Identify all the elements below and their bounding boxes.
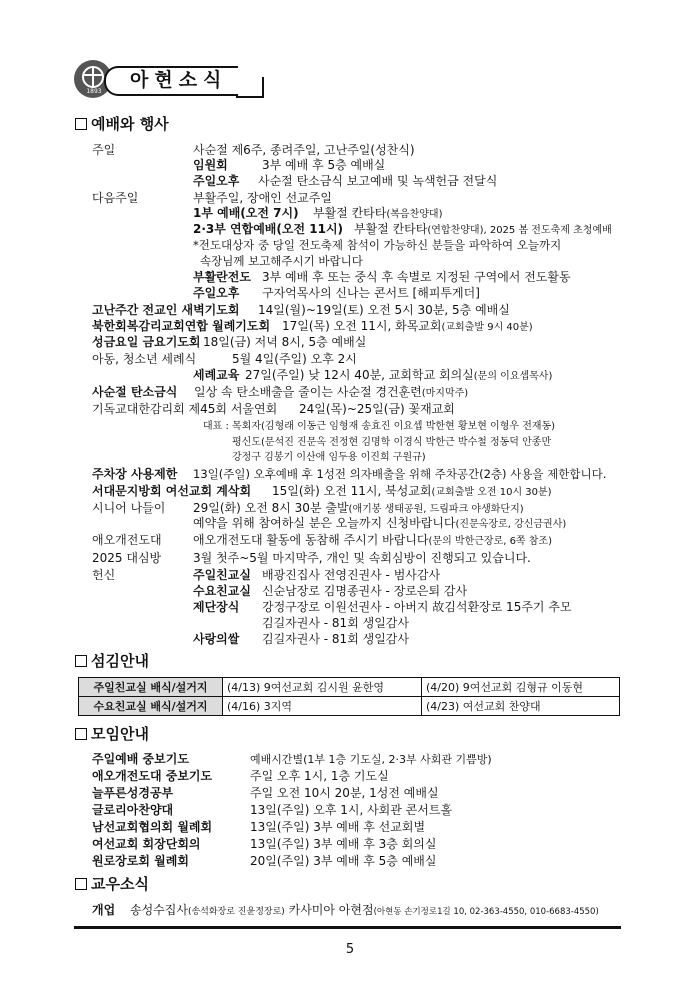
womens-text: [272, 484, 552, 500]
table-row: [79, 697, 620, 716]
event-label: 아동, 청소년 세례식: [92, 352, 197, 366]
members-text: [130, 903, 599, 920]
patriot-note: (문의 박한근장로, 6쪽 참조): [428, 536, 552, 547]
page-title: 아현소식: [130, 69, 228, 91]
checkbox-icon: [75, 878, 87, 890]
visit-label: 2025 대심방: [92, 551, 162, 565]
meeting-label: 글로리아찬양대: [92, 803, 174, 817]
event-text-main: 17일(목) 오전 11시, 화목교회: [282, 319, 442, 333]
event-note: (교회출발 9시 40분): [441, 322, 533, 333]
checkbox-icon: [75, 655, 87, 667]
sunday-main: 사순절 제6주, 종려주일, 고난주일(성찬식): [193, 143, 415, 157]
section-service-title: 섬김안내: [75, 652, 149, 670]
baptism-label: 세례교육: [193, 368, 240, 382]
womens-label: 서대문지방회 여선교회 계삭회: [92, 484, 252, 498]
senior-note: (진문옥장로, 강신금권사): [455, 519, 567, 530]
senior-main: 29일(화) 오전 8시 30분 출발: [193, 501, 349, 515]
next-sunday-row: [313, 206, 442, 222]
next-sunday-row-label: 주일오후: [193, 286, 240, 300]
offering-row-text: 김길자권사 - 81회 생일감사: [262, 616, 409, 630]
visit-text: 3월 첫주~5월 마지막주, 개인 및 속회심방이 진행되고 있습니다.: [193, 551, 531, 565]
offering-row-text: 김길자권사 - 81회 생일감사: [262, 632, 409, 646]
lent-fast-label: 사순절 탄소금식: [92, 385, 178, 399]
event-text: [282, 319, 533, 335]
meeting-text: 예배시간별(1부 1층 기도실, 2·3부 사회관 기쁨방): [250, 753, 492, 766]
next-sunday-main: 부활주일, 장애인 선교주일: [193, 191, 332, 205]
next-sunday-label: 다음주일: [92, 191, 139, 205]
table-cell: (4/20) 9여선교회 김형규 이동현: [422, 678, 620, 697]
next-sunday-row-label: 2·3부 연합예배(오전 11시): [193, 222, 344, 236]
sunday-row-text: 사순절 탄소금식 보고예배 및 녹색헌금 전달식: [258, 174, 498, 188]
meeting-label: 원로장로회 월례회: [92, 854, 189, 868]
logo-cross-v: [92, 66, 94, 88]
table-cell: (4/23) 여선교회 찬양대: [422, 697, 620, 716]
senior-note: (애기봉 생태공원, 드림파크 야생화단지): [348, 504, 524, 515]
baptism-text: [245, 368, 552, 384]
womens-note: (교회출발 오전 10시 30분): [431, 487, 552, 498]
event-text: 5월 4일(주일) 오후 2시: [232, 352, 357, 366]
event-label: 북한회복감리교회연합 월례기도회: [92, 319, 271, 333]
offering-row-label: 제단장식: [193, 600, 240, 614]
meeting-text: 13일(주일) 3부 예배 후 선교회별: [250, 820, 426, 834]
lent-fast-text: [194, 385, 468, 401]
next-sunday-row-label: 부활란전도: [193, 270, 251, 284]
senior-text: [193, 501, 524, 517]
baptism-main: 27일(주일) 낮 12시 40분, 교회학교 회의실: [245, 368, 474, 382]
patriot-main: 애오개전도대 활동에 동참해 주시기 바랍니다: [193, 533, 429, 547]
header-rule-v: [262, 77, 264, 97]
logo-cross-h: [84, 74, 102, 76]
member-name: 송성수집사: [130, 903, 188, 917]
baptism-note: (문의 이요셉목사): [473, 371, 553, 382]
table-cell: (4/13) 9여선교회 김시원 윤한영: [223, 678, 422, 697]
next-sunday-notice: 속장님께 보고해주시기 바랍니다: [200, 254, 363, 268]
offering-row-text: 신순남장로 김명종권사 - 장로은퇴 감사: [262, 584, 468, 598]
meeting-text: 13일(주일) 3부 예배 후 3층 회의실: [250, 837, 437, 851]
meeting-label: 애오개전도대 중보기도: [92, 769, 213, 783]
row-text: 부활절 칸타타: [354, 222, 428, 236]
page-number: 5: [345, 942, 355, 957]
meeting-label: 여선교회 회장단회의: [92, 837, 201, 851]
event-text: 14일(월)~19일(토) 오전 5시 30분, 5층 예배실: [258, 303, 510, 317]
event-label: 고난주간 전교인 새벽기도회: [92, 303, 240, 317]
womens-main: 15일(화) 오전 11시, 북성교회: [272, 484, 432, 498]
offering-row-text: 강정구장로 이원선권사 - 아버지 故김석환장로 15주기 추모: [262, 600, 572, 614]
lent-fast-main: 일상 속 탄소배출을 줄이는 사순절 경건훈련: [194, 385, 422, 399]
sunday-row-text: 3부 예배 후 5층 예배실: [262, 158, 386, 172]
conference-delegates: 대표 : 목회자(김형래 이동근 임형재 송효진 이요셉 박한현 황보현 이형우 전재동): [203, 421, 556, 432]
senior-label: 시니어 나들이: [92, 501, 166, 515]
sunday-row-label: 임원회: [193, 158, 228, 172]
table-cell-label: 주일친교실 배식/설거지: [79, 678, 223, 697]
offering-row-text: 배광진집사 전영진권사 - 범사감사: [262, 568, 441, 582]
conference-laity: 강정구 김봉기 이산애 임두용 이진희 구원규): [232, 452, 426, 463]
patriot-label: 애오개전도대: [92, 533, 162, 547]
meeting-text: 주일 오전 10시 20분, 1성전 예배실: [250, 786, 439, 800]
offering-row-label: 수요친교실: [193, 584, 251, 598]
row-note: (연합찬양대), 2025 봄 전도축제 초청예배: [427, 225, 612, 236]
section-worship-title: 예배와 행사: [75, 115, 169, 133]
sunday-label: 주일: [92, 143, 116, 157]
meeting-label: 남선교회협의회 월례회: [92, 820, 213, 834]
members-label: 개업: [92, 903, 116, 917]
meeting-text: 13일(주일) 오후 1시, 사회관 콘서트홀: [250, 803, 453, 817]
senior-main: 예약을 위해 참여하실 분은 오늘까지 신청바랍니다: [193, 516, 456, 530]
meeting-label: 늘푸른성경공부: [92, 786, 174, 800]
meeting-label: 주일예배 중보기도: [92, 752, 189, 766]
lent-fast-note: (마지막주): [421, 388, 469, 399]
offering-row-label: 사랑의쌀: [193, 632, 240, 646]
conference-label: 기독교대한감리회 제45회 서울연회: [92, 402, 278, 416]
parking-label: 주차장 사용제한: [92, 467, 178, 481]
service-table: [78, 677, 620, 716]
table-cell: (4/16) 3지역: [223, 697, 422, 716]
conference-text: 24일(목)~25일(금) 꽃재교회: [299, 402, 455, 416]
senior-text: [193, 516, 566, 532]
shop-name: 카사미아 아현점: [288, 903, 374, 917]
member-name-note: (송석화장로 진윤정장로): [187, 907, 285, 917]
shop-note: (아현동 손기정로1길 10, 02-363-4550, 010-6683-4550): [373, 907, 599, 917]
next-sunday-row: [354, 222, 612, 238]
section-members-title: 교우소식: [75, 875, 149, 893]
table-cell-label: 수요친교실 배식/설거지: [79, 697, 223, 716]
checkbox-icon: [75, 728, 87, 740]
patriot-text: [193, 533, 552, 549]
offering-row-label: 주일친교실: [193, 568, 251, 582]
next-sunday-row-text: 3부 예배 후 또는 중식 후 속별로 지정된 구역에서 전도활동: [262, 270, 571, 284]
footer-rule: [74, 926, 621, 929]
meeting-text: 20일(주일) 3부 예배 후 5층 예배실: [250, 854, 437, 868]
event-text: 18일(금) 저녁 8시, 5층 예배실: [203, 335, 367, 349]
sunday-row-label: 주일오후: [193, 174, 240, 188]
row-text: 부활절 칸타타: [313, 206, 387, 220]
meeting-text: 주일 오후 1시, 1층 기도실: [250, 769, 389, 783]
checkbox-icon: [75, 118, 87, 130]
next-sunday-row-text: 구자억목사의 신나는 콘서트 [해피투게더]: [262, 286, 480, 300]
table-row: [79, 678, 620, 697]
offering-label: 헌신: [92, 568, 116, 582]
conference-laity: 평신도(문석진 진문옥 전정현 김명학 이경식 박한근 박수철 정동덕 안종만: [232, 437, 552, 448]
event-label: 성금요일 금요기도회: [92, 335, 201, 349]
logo-caption: 1893: [86, 88, 102, 95]
row-note: (복음찬양대): [386, 209, 443, 220]
next-sunday-notice: *전도대상자 중 당일 전도축제 참석이 가능하신 분들을 파악하여 오늘까지: [193, 238, 562, 252]
section-meeting-title: 모임안내: [75, 725, 149, 743]
header-rule-h: [236, 96, 264, 98]
next-sunday-row-label: 1부 예배(오전 7시): [193, 206, 299, 220]
parking-text: 13일(주일) 오후예배 후 1성전 의자배출을 위해 주차공간(2층) 사용을 제한합니다.: [193, 467, 607, 481]
